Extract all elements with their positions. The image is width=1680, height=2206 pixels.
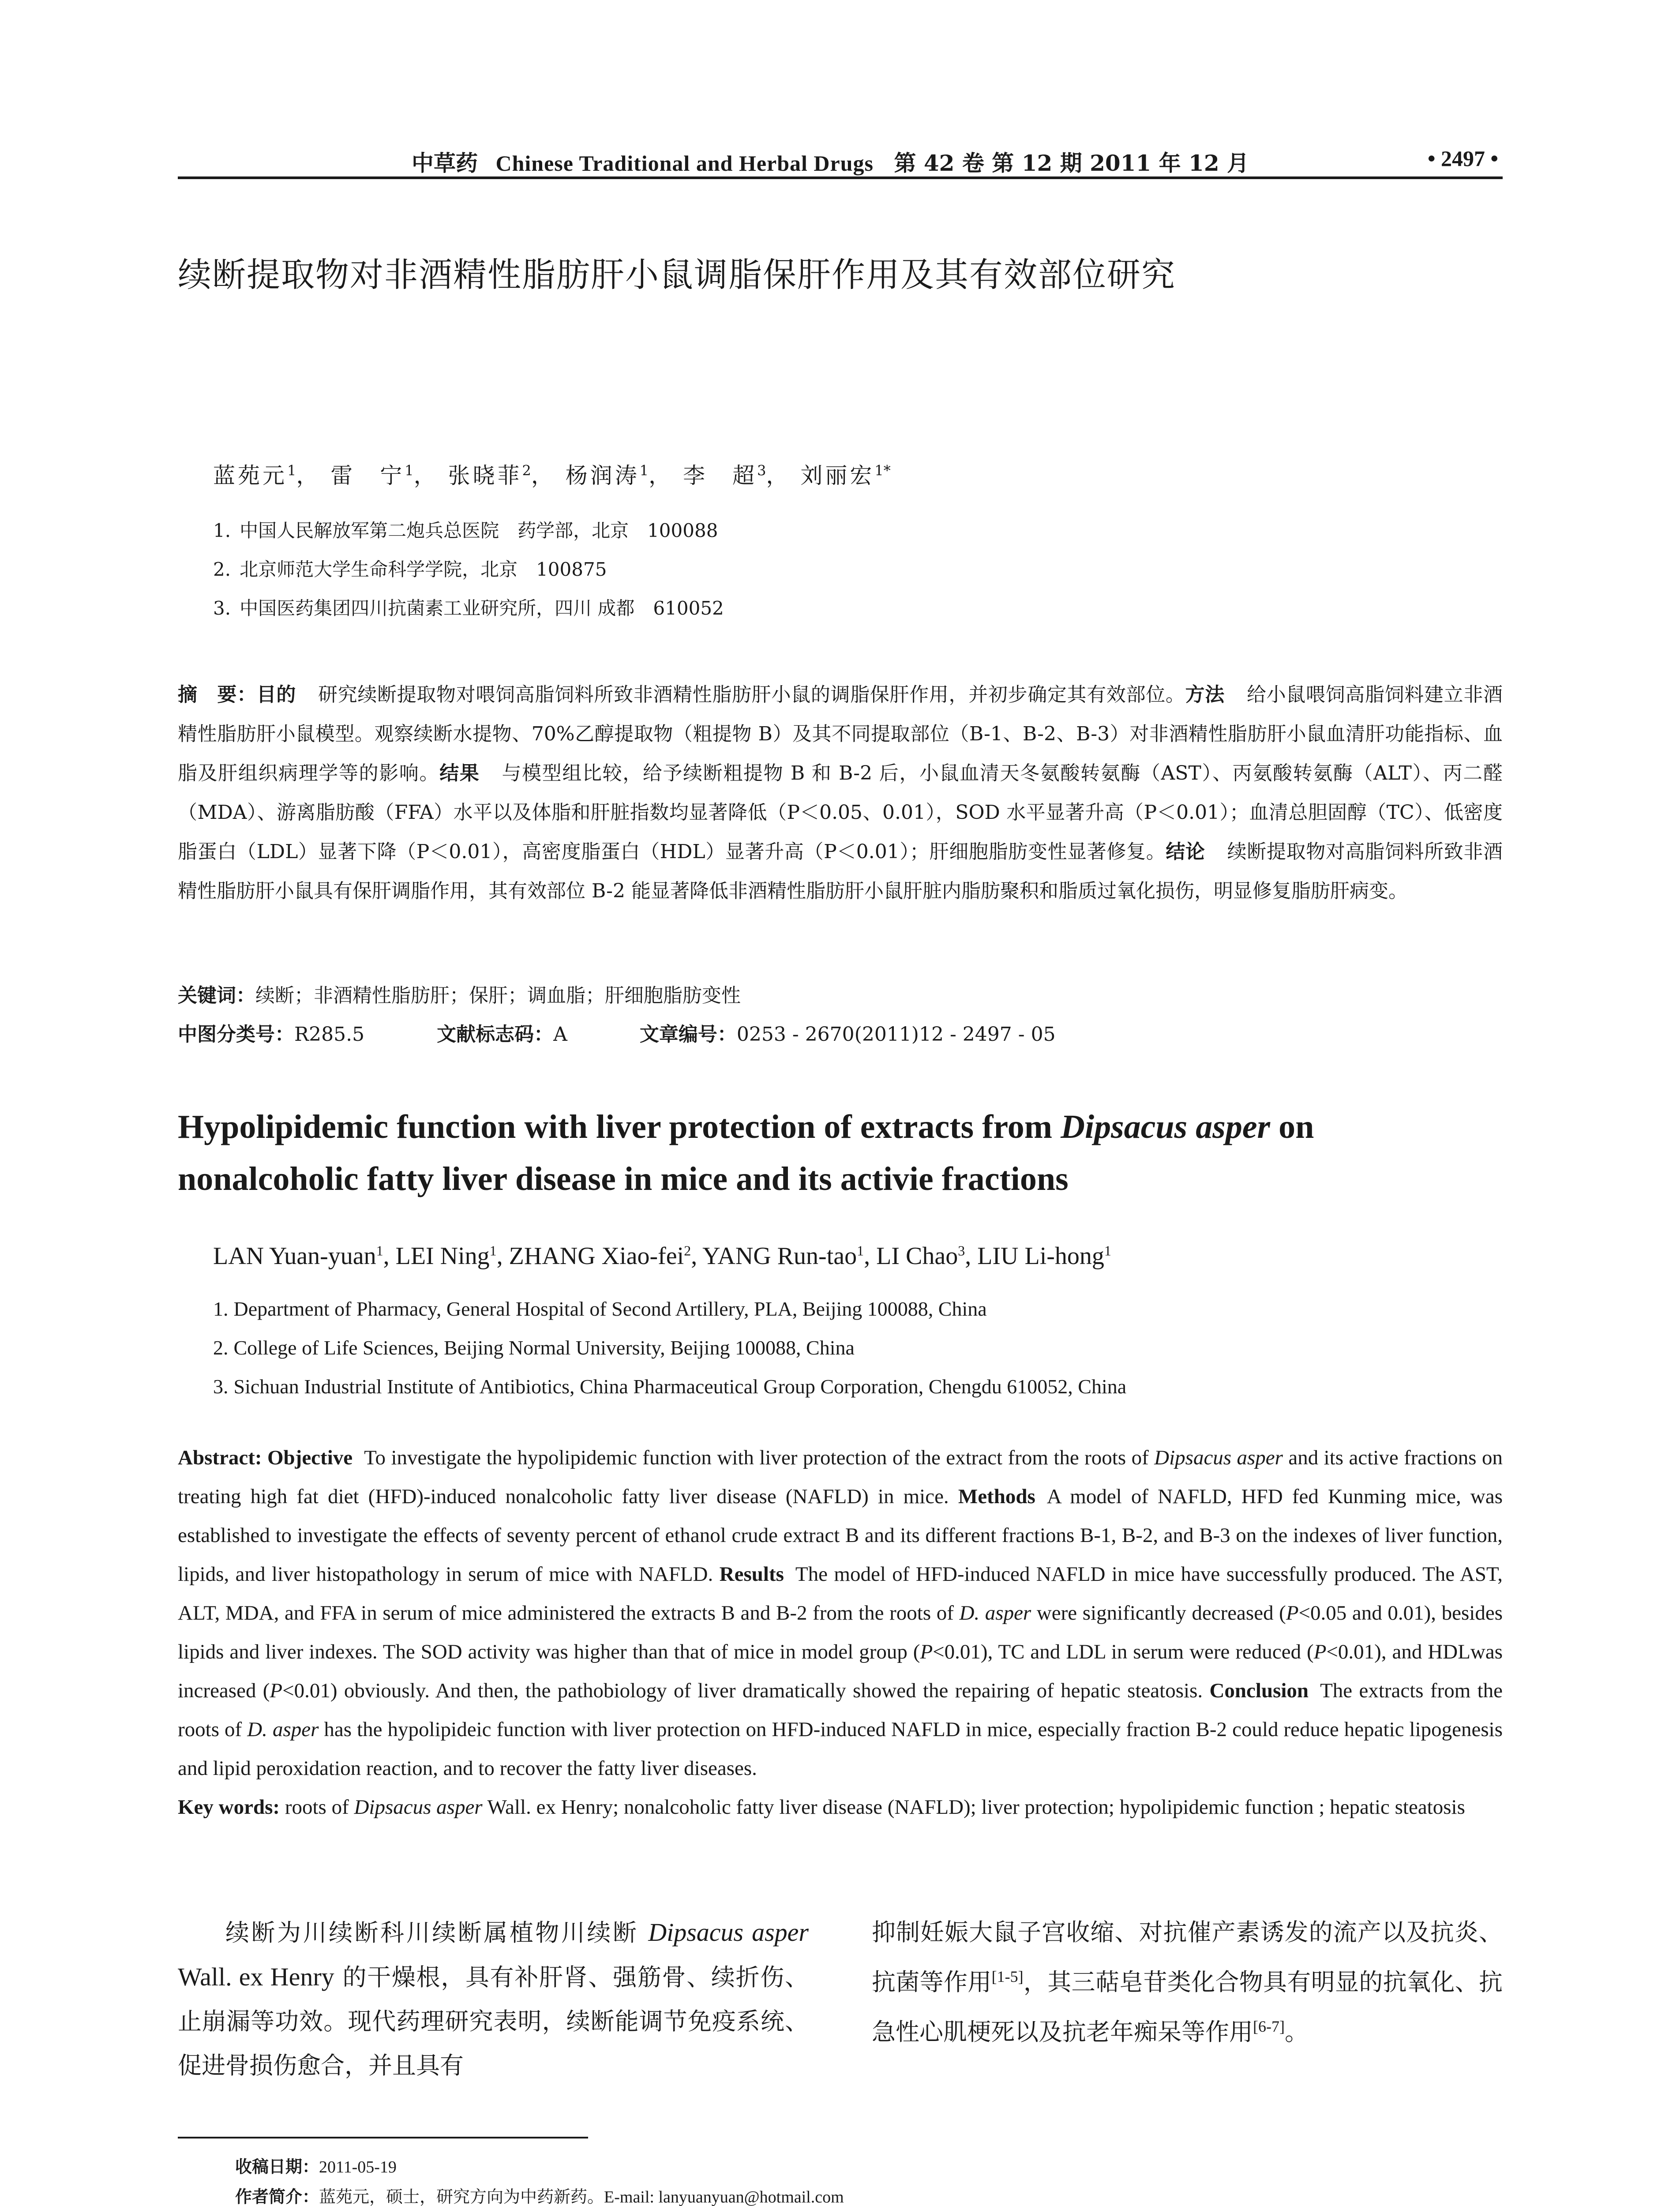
affiliation-number: 2. xyxy=(213,559,231,580)
author-en: LAN Yuan-yuan xyxy=(213,1242,376,1270)
title-cn: 续断提取物对非酒精性脂肪肝小鼠调脂保肝作用及其有效部位研究 xyxy=(178,255,1176,294)
page-number: • 2497 • xyxy=(1427,146,1498,171)
body-column-left xyxy=(178,1910,809,2088)
author-en: LEI Ning xyxy=(395,1242,490,1270)
title-en-part: on nonalcoholic fatty liver disease in mice and its activie fractions xyxy=(178,1108,1314,1197)
title-en-species: Dipsacus asper xyxy=(1061,1108,1271,1145)
results-text: <0.05 and 0.01), besides lipids and liver indexes. The SOD activity was higher than that of mice in model group ( xyxy=(178,1602,1503,1663)
journal-issue: 第 42 卷 第 12 期 2011 年 12 月 xyxy=(894,150,1249,176)
conclusion-label: 结论 xyxy=(1166,840,1205,863)
p-value-symbol: P xyxy=(920,1640,933,1663)
species-italic: Dipsacus asper xyxy=(648,1918,809,1947)
abstract-cn xyxy=(178,675,1503,911)
conclusion-text: has the hypolipideic function with liver protection on HFD-induced NAFLD in mice, especially fraction B-2 could reduce hepatic lipogenesis and lipid peroxidation reaction, and to recover the fatty liver diseases. xyxy=(178,1718,1503,1780)
keywords-en-label: Key words: xyxy=(178,1796,280,1819)
author-affil-mark: 1 xyxy=(376,1242,383,1259)
methods-text: A model of NAFLD, HFD fed Kunming mice, was established to investigate the effects of seventy percent of ethanol crude extract B and its different fractions B-1, B-2, and B-3 on the indexes of liver function, lipids, and liver histopathology in serum of mice with NAFLD. xyxy=(178,1485,1503,1586)
results-text: <0.01) obviously. And then, the pathobiology of liver dramatically showed the repairing of hepatic steatosis. xyxy=(282,1679,1203,1702)
doc-code-label: 文献标志码： xyxy=(437,1023,554,1046)
footnote-value: 蓝苑元，硕士，研究方向为中药新药。E-mail: lanyuanyuan@hotmail.com xyxy=(319,2188,844,2206)
footnote-author-bio xyxy=(235,2183,844,2206)
author-separator: , xyxy=(965,1242,978,1270)
results-text: <0.01), and HDLwas increased ( xyxy=(178,1640,1503,1702)
journal-name-cn: 中草药 xyxy=(412,150,478,176)
footnote-label: 作者简介： xyxy=(235,2187,319,2206)
running-header xyxy=(178,141,1503,179)
footnote-rule xyxy=(178,2137,588,2138)
methods-text: 给小鼠喂饲高脂饲料建立非酒精性脂肪肝小鼠模型。观察续断水提物、70%乙醇提取物（粗提物 B）及其不同提取部位（B-1、B-2、B-3）对非酒精性脂肪肝小鼠血清肝功能指标、血脂及肝组织病理学等的影响。 xyxy=(178,683,1503,784)
results-label: 结果 xyxy=(439,762,480,784)
affiliation-text: Sichuan Industrial Institute of Antibiotics, China Pharmaceutical Group Corporation, Chengdu 610052, China xyxy=(233,1375,1127,1398)
author-affil-mark: 2 xyxy=(684,1242,691,1259)
author-cn: 杨润涛 xyxy=(565,463,640,488)
affiliation-text: 中国医药集团四川抗菌素工业研究所，四川 成都 610052 xyxy=(240,597,724,619)
body-text: 续断为川续断科川续断属植物川续断 xyxy=(225,1919,649,1947)
body-text: ，其三萜皂苷类化合物具有明显的抗氧化、抗急性心肌梗死以及抗老年痴呆等作用 xyxy=(872,1968,1503,2046)
body-text: 抑制妊娠大鼠子宫收缩、对抗催产素诱发的流产以及抗炎、抗菌等作用 xyxy=(872,1918,1503,1996)
author-affil-mark: 2 xyxy=(522,462,531,479)
citation: [6-7] xyxy=(1253,2018,1285,2035)
abstract-en-label: Abstract: Objective xyxy=(178,1446,353,1469)
methods-label: 方法 xyxy=(1185,683,1225,706)
abstract-label: 摘 要： xyxy=(178,683,257,706)
p-value-symbol: P xyxy=(1313,1640,1327,1663)
author-affil-mark: 1* xyxy=(874,462,891,479)
results-text: were significantly decreased ( xyxy=(1031,1602,1286,1624)
author-separator: , xyxy=(383,1242,396,1270)
results-text: The model of HFD-induced NAFLD in mice have successfully produced. The AST, ALT, MDA, and FFA in serum of mice administered the extracts B and B-2 from the roots of xyxy=(178,1563,1503,1624)
author-cn: 雷 宁 xyxy=(330,463,405,488)
affiliation-text: College of Life Sciences, Beijing Normal University, Beijing 100088, China xyxy=(233,1336,855,1359)
author-separator: , xyxy=(691,1242,703,1270)
species-italic: Dipsacus asper xyxy=(1154,1446,1283,1469)
author-separator: ， xyxy=(296,463,321,488)
title-en xyxy=(178,1101,1503,1205)
footnote-received xyxy=(235,2153,397,2177)
citation: [1-5] xyxy=(991,1968,1024,1985)
author-affil-mark: 1 xyxy=(639,462,649,479)
author-affil-mark: 1 xyxy=(857,1242,864,1259)
body-text: 。 xyxy=(1284,2018,1309,2046)
author-affil-mark: 3 xyxy=(757,462,766,479)
author-separator: , xyxy=(864,1242,877,1270)
authors-en xyxy=(213,1242,1111,1270)
author-separator: ， xyxy=(531,463,556,488)
affiliation-en xyxy=(213,1336,855,1359)
author-en: LI Chao xyxy=(876,1242,958,1270)
objective-text: and its active fractions on treating high fat diet (HFD)-induced nonalcoholic fatty liver disease (NAFLD) in mice. xyxy=(178,1446,1503,1508)
keywords-en-text: Wall. ex Henry; nonalcoholic fatty liver disease (NAFLD); liver protection; hypolipidemic function ; hepatic steatosis xyxy=(482,1796,1465,1819)
results-text: 与模型组比较，给予续断粗提物 B 和 B-2 后，小鼠血清天冬氨酸转氨酶（AST）、丙氨酸转氨酶（ALT）、丙二醛（MDA）、游离脂肪酸（FFA）水平以及体脂和肝脏指数均显著降低（P＜0.05、0.01），SOD 水平显著升高（P＜0.01）；血清总胆固醇（TC）、低密度脂蛋白（LDL）显著下降（P＜0.01），高密度脂蛋白（HDL）显著升高（P＜0.01）；肝细胞脂肪变性显著修复。 xyxy=(178,762,1503,863)
article-number-label: 文章编号： xyxy=(639,1023,737,1046)
footnote-label: 收稿日期： xyxy=(235,2157,319,2176)
affiliation-number: 1. xyxy=(213,520,231,541)
species-italic: D. asper xyxy=(959,1602,1031,1624)
conclusion-label: Conclusion xyxy=(1209,1679,1309,1702)
author-en: LIU Li-hong xyxy=(977,1242,1104,1270)
affiliation-number: 1. xyxy=(213,1298,229,1320)
author-separator: , xyxy=(496,1242,509,1270)
abstract-en xyxy=(178,1438,1503,1827)
clc-value: R285.5 xyxy=(294,1023,365,1046)
affiliation-number: 2. xyxy=(213,1336,229,1359)
author-cn: 张晓菲 xyxy=(448,463,522,488)
body-text: 的干燥根，具有补肝肾、强筋骨、续折伤、止崩漏等功效。现代药理研究表明，续断能调节免疫系统、促进骨损伤愈合，并且具有 xyxy=(178,1963,809,2079)
author-cn: 刘丽宏 xyxy=(800,463,875,488)
journal-line xyxy=(412,146,1261,177)
results-text: <0.01), TC and LDL in serum were reduced ( xyxy=(933,1640,1314,1663)
author-separator: ， xyxy=(413,463,439,488)
p-value-symbol: P xyxy=(270,1679,283,1702)
affiliation-number: 3. xyxy=(213,1375,229,1398)
affiliation-text: Department of Pharmacy, General Hospital of Second Artillery, PLA, Beijing 100088, China xyxy=(233,1298,987,1320)
author-affil-mark: 1 xyxy=(489,1242,497,1259)
keywords-label: 关键词： xyxy=(178,984,255,1007)
article-number-value: 0253 - 2670(2011)12 - 2497 - 05 xyxy=(736,1023,1056,1046)
author-cn: 蓝苑元 xyxy=(213,463,287,488)
author-separator: ， xyxy=(766,463,791,488)
objective-text: 研究续断提取物对喂饲高脂饲料所致非酒精性脂肪肝小鼠的调脂保肝作用，并初步确定其有效部位。 xyxy=(318,683,1185,706)
affiliation-cn xyxy=(213,594,724,620)
author-affil-mark: 1 xyxy=(1104,1242,1111,1259)
author-cn: 李 超 xyxy=(683,463,758,488)
author-separator: ， xyxy=(649,463,674,488)
affiliation-number: 3. xyxy=(213,597,231,619)
keywords-cn xyxy=(178,979,1503,1008)
affiliation-en xyxy=(213,1375,1126,1398)
keywords-en-text: roots of xyxy=(285,1796,354,1819)
author-affil-mark: 1 xyxy=(405,462,414,479)
authors-cn xyxy=(213,458,891,490)
conclusion-text: 续断提取物对高脂饲料所致非酒精性脂肪肝小鼠具有保肝调脂作用，其有效部位 B-2 能显著降低非酒精性脂肪肝小鼠肝脏内脂肪聚积和脂质过氧化损伤，明显修复脂肪肝病变。 xyxy=(178,840,1503,902)
body-column-right xyxy=(872,1910,1503,2054)
body-text: Wall. ex Henry xyxy=(178,1962,334,1991)
author-en: YANG Run-tao xyxy=(702,1242,857,1270)
objective-text: To investigate the hypolipidemic function with liver protection of the extract from the roots of xyxy=(364,1446,1155,1469)
affiliation-en xyxy=(213,1297,987,1321)
species-italic: Dipsacus asper xyxy=(354,1796,483,1819)
affiliation-text: 中国人民解放军第二炮兵总医院 药学部，北京 100088 xyxy=(240,520,718,541)
clc-label: 中图分类号： xyxy=(178,1023,294,1046)
author-affil-mark: 3 xyxy=(958,1242,965,1259)
conclusion-text: The extracts from the roots of xyxy=(178,1679,1503,1741)
title-en-part: Hypolipidemic function with liver protection of extracts from xyxy=(178,1108,1061,1145)
footnote-value: 2011-05-19 xyxy=(319,2158,397,2176)
affiliation-text: 北京师范大学生命科学学院，北京 100875 xyxy=(240,559,607,580)
author-affil-mark: 1 xyxy=(287,462,296,479)
objective-label: 目的 xyxy=(256,683,296,706)
keywords-text: 续断；非酒精性脂肪肝；保肝；调血脂；肝细胞脂肪变性 xyxy=(255,984,741,1007)
affiliation-cn xyxy=(213,555,607,582)
species-italic: D. asper xyxy=(247,1718,319,1741)
results-label: Results xyxy=(719,1563,784,1586)
affiliation-cn xyxy=(213,516,718,543)
author-en: ZHANG Xiao-fei xyxy=(509,1242,684,1270)
classification-line xyxy=(178,1018,1503,1047)
doc-code-value: A xyxy=(553,1023,567,1046)
journal-name-en: Chinese Traditional and Herbal Drugs xyxy=(495,151,874,176)
p-value-symbol: P xyxy=(1286,1602,1299,1624)
methods-label: Methods xyxy=(958,1485,1035,1508)
